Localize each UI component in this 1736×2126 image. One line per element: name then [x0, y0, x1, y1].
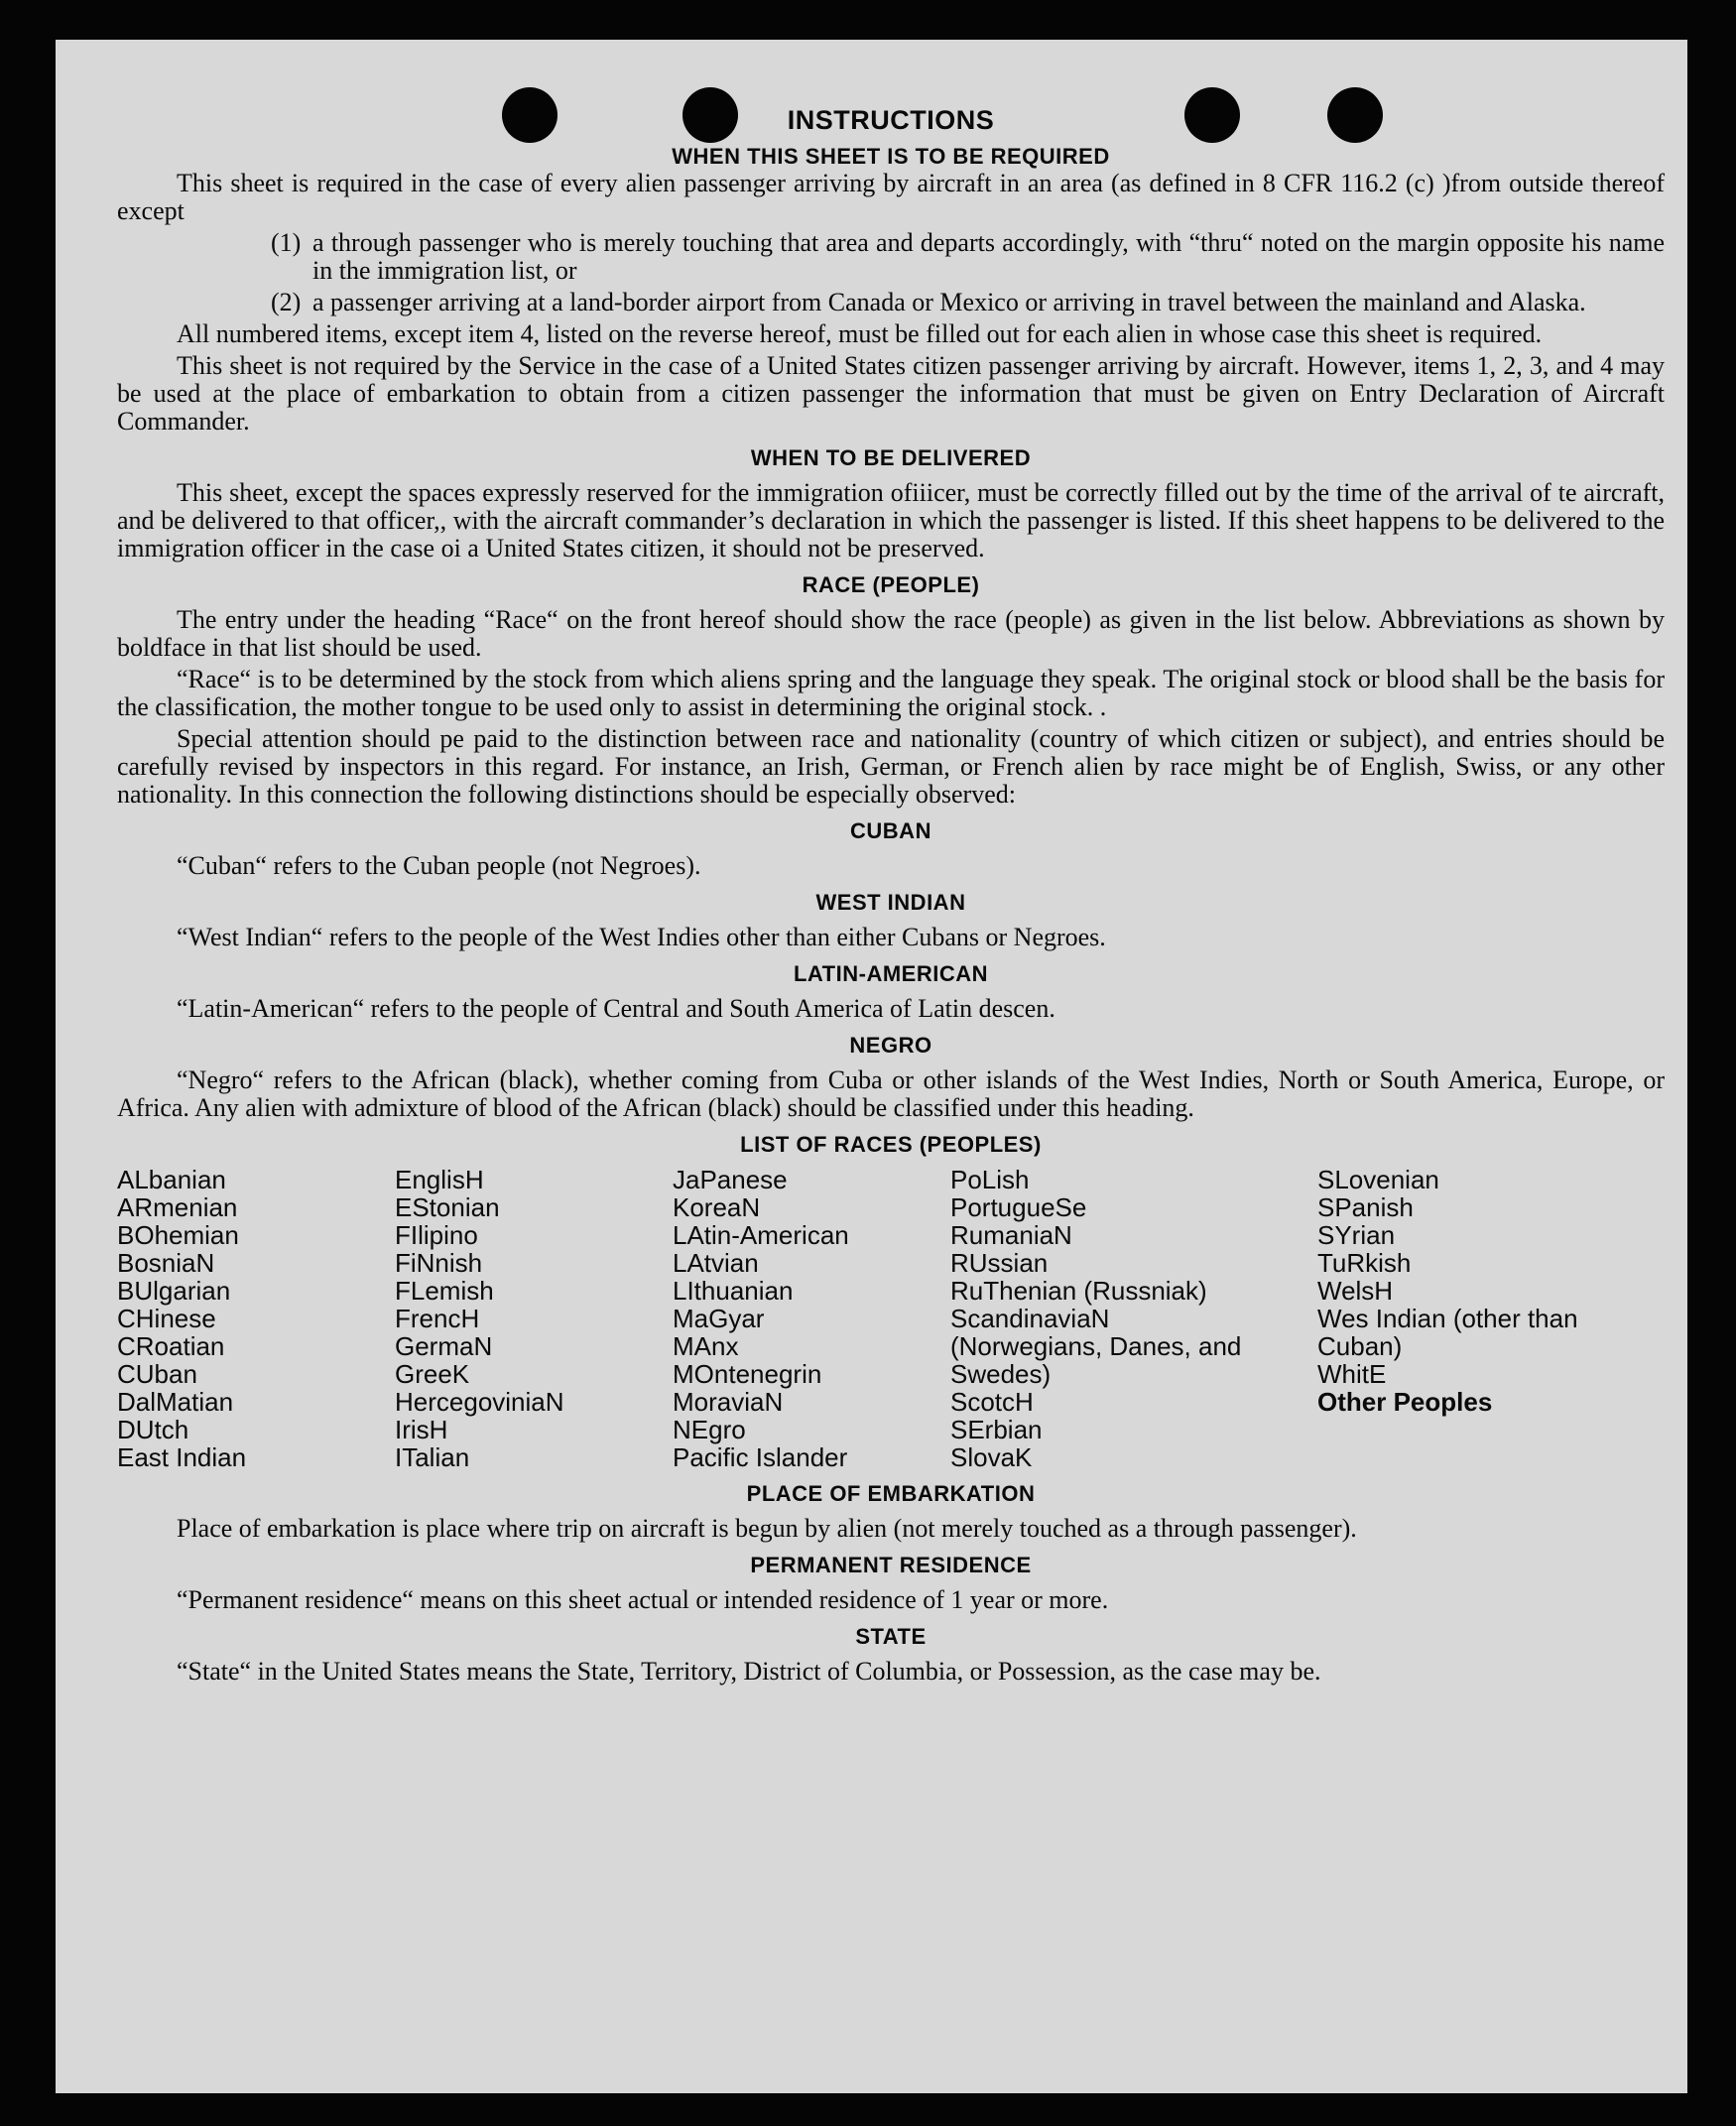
race-item: ITalian: [395, 1442, 470, 1472]
paragraph: The entry under the heading “Race“ on the front hereof should show the race (people) as given in the list below. Abbreviations as shown by boldface in that list should be used.: [117, 605, 1665, 662]
paragraph: This sheet is not required by the Service in the case of a United States citizen passenger arriving by aircraft. However, items 1, 2, 3, and 4 may be used at the place of embarkation to obtain from a citizen passenger the information that must be given on Entry Declaration of Aircraft Commander.: [117, 351, 1665, 436]
paragraph: “Cuban“ refers to the Cuban people (not Negroes).: [177, 851, 701, 880]
section-heading-negro: NEGRO: [849, 1033, 932, 1058]
race-item: LAtin-American: [673, 1220, 849, 1250]
race-item: MAnx: [673, 1331, 739, 1361]
list-item: [117, 289, 1665, 316]
races-column: [950, 1166, 1317, 1471]
paragraph: This sheet, except the spaces expressly reserved for the immigration ofiiicer, must be correctly filled out by the time of the arrival of te aircraft, and be delivered to that officer,, with the aircraft commander’s declaration in which the passenger is listed. If this sheet happens to be delivered to the immigration officer in the case oi a United States citizen, it should not be preserved.: [117, 478, 1665, 563]
page-title: INSTRUCTIONS: [787, 105, 995, 135]
section-heading-embarkation: PLACE OF EMBARKATION: [746, 1481, 1036, 1506]
race-item: TuRkish: [1317, 1248, 1412, 1278]
race-item: EnglisH: [395, 1165, 484, 1194]
item-text: a passenger arriving at a land-border airport from Canada or Mexico or arriving in travel between the mainland and Alaska.: [312, 288, 1586, 316]
paragraph: “State“ in the United States means the State, Territory, District of Columbia, or Possession, as the case may be.: [177, 1657, 1321, 1686]
section-heading-cuban: CUBAN: [850, 818, 931, 843]
race-item: RUssian: [950, 1248, 1049, 1278]
race-item: EStonian: [395, 1192, 500, 1222]
paragraph: “West Indian“ refers to the people of the West Indies other than either Cubans or Negroes.: [177, 923, 1106, 951]
section-heading-required: WHEN THIS SHEET IS TO BE REQUIRED: [672, 144, 1110, 169]
race-item: MaGyar: [673, 1304, 765, 1333]
race-item: CRoatian: [117, 1331, 225, 1361]
paragraph: This sheet is required in the case of every alien passenger arriving by aircraft in an area (as defined in 8 CFR 116.2 (c) )from outside thereof except: [117, 169, 1665, 225]
race-item: DalMatian: [117, 1387, 234, 1417]
race-item: East Indian: [117, 1442, 247, 1472]
race-item: DUtch: [117, 1415, 189, 1444]
document-body: [117, 101, 1665, 1689]
race-item: SYrian: [1317, 1220, 1396, 1250]
race-item: LAtvian: [673, 1248, 759, 1278]
document-sheet: [56, 40, 1687, 2093]
item-number: (2): [271, 288, 302, 316]
race-item: GreeK: [395, 1359, 470, 1389]
races-column: [1317, 1166, 1615, 1471]
section-heading-race: RACE (PEOPLE): [802, 572, 980, 597]
section-heading-delivered: WHEN TO BE DELIVERED: [750, 445, 1032, 470]
item-number: (1): [271, 228, 302, 257]
race-item: MOntenegrin: [673, 1359, 822, 1389]
race-item: ScandinaviaN (Norwegians, Danes, and Swedes): [950, 1304, 1242, 1389]
section-heading-west-indian: WEST INDIAN: [815, 890, 966, 915]
races-column: [117, 1166, 395, 1471]
race-item: BosniaN: [117, 1248, 215, 1278]
race-item: BUlgarian: [117, 1276, 231, 1306]
race-item: RumaniaN: [950, 1220, 1072, 1250]
race-item: JaPanese: [673, 1165, 788, 1194]
race-item: FrencH: [395, 1304, 480, 1333]
item-text: a through passenger who is merely touching that area and departs accordingly, with “thru“ noted on the margin opposite his name in the immigration list, or: [312, 228, 1665, 285]
paragraph: “Race“ is to be determined by the stock from which aliens spring and the language they speak. The original stock or blood shall be the basis for the classification, the mother tongue to be used only to assist in determining the original stock. .: [117, 665, 1665, 721]
race-item: WhitE: [1317, 1359, 1387, 1389]
race-item: Wes Indian (other than Cuban): [1317, 1304, 1578, 1361]
race-item: CUban: [117, 1359, 197, 1389]
race-item: IrisH: [395, 1415, 448, 1444]
race-item: FLemish: [395, 1276, 494, 1306]
races-list: [117, 1166, 1665, 1471]
race-item: Other Peoples: [1317, 1387, 1493, 1417]
race-item: ARmenian: [117, 1192, 238, 1222]
paragraph: “Latin-American“ refers to the people of Central and South America of Latin descen.: [177, 994, 1055, 1023]
race-item: PortugueSe: [950, 1192, 1087, 1222]
race-item: ScotcH: [950, 1387, 1034, 1417]
section-heading-residence: PERMANENT RESIDENCE: [750, 1553, 1032, 1577]
paragraph: “Permanent residence“ means on this sheet actual or intended residence of 1 year or more.: [177, 1585, 1109, 1614]
paragraph: Place of embarkation is place where trip on aircraft is begun by alien (not merely touched as a through passenger).: [177, 1514, 1357, 1543]
race-item: FIlipino: [395, 1220, 478, 1250]
race-item: WelsH: [1317, 1276, 1394, 1306]
section-heading-latin-american: LATIN-AMERICAN: [793, 961, 988, 986]
race-item: SLovenian: [1317, 1165, 1439, 1194]
races-column: [673, 1166, 950, 1471]
list-item: [117, 229, 1665, 285]
race-item: BOhemian: [117, 1220, 239, 1250]
race-item: CHinese: [117, 1304, 216, 1333]
race-item: GermaN: [395, 1331, 493, 1361]
races-column: [395, 1166, 673, 1471]
section-heading-list-of-races: LIST OF RACES (PEOPLES): [740, 1132, 1042, 1157]
race-item: ALbanian: [117, 1165, 226, 1194]
race-item: RuThenian (Russniak): [950, 1276, 1207, 1306]
race-item: LIthuanian: [673, 1276, 794, 1306]
race-item: Pacific Islander: [673, 1442, 848, 1472]
race-item: MoraviaN: [673, 1387, 784, 1417]
race-item: FiNnish: [395, 1248, 483, 1278]
paragraph: Special attention should pe paid to the distinction between race and nationality (country of which citizen or subject), and entries should be carefully revised by inspectors in this regard. For instance, an Irish, German, or French alien by race might be of English, Swiss, or any other nationality. In this connection the following distinctions should be especially observed:: [117, 724, 1665, 809]
paragraph: “Negro“ refers to the African (black), whether coming from Cuba or other islands of the West Indies, North or South America, Europe, or Africa. Any alien with admixture of blood of the African (black) should be classified under this heading.: [117, 1065, 1665, 1122]
race-item: SPanish: [1317, 1192, 1414, 1222]
race-item: PoLish: [950, 1165, 1030, 1194]
race-item: KoreaN: [673, 1192, 761, 1222]
section-heading-state: STATE: [855, 1624, 927, 1649]
race-item: NEgro: [673, 1415, 746, 1444]
race-item: SErbian: [950, 1415, 1043, 1444]
race-item: HercegoviniaN: [395, 1387, 564, 1417]
race-item: SlovaK: [950, 1442, 1033, 1472]
paragraph: All numbered items, except item 4, listed on the reverse hereof, must be filled out for each alien in whose case this sheet is required.: [177, 319, 1543, 348]
